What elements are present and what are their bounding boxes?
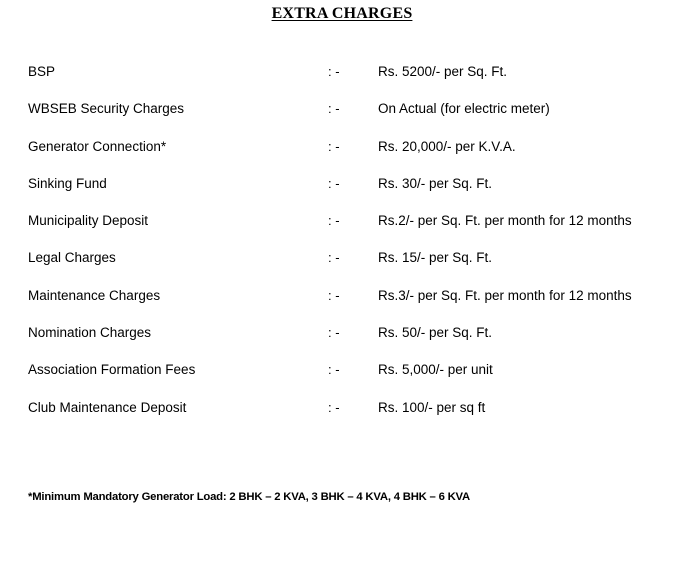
charge-value: Rs. 50/- per Sq. Ft. — [378, 325, 493, 341]
charge-value: Rs.2/- per Sq. Ft. per month for 12 months — [378, 213, 632, 229]
charge-label: BSP — [28, 64, 56, 79]
charge-row — [28, 399, 688, 436]
charge-label: Municipality Deposit — [28, 213, 149, 229]
charge-separator: : - — [328, 213, 340, 229]
charge-label: Legal Charges — [28, 250, 116, 266]
charge-separator: : - — [328, 399, 340, 415]
charge-label: Nomination Charges — [28, 325, 152, 341]
charge-row — [28, 175, 688, 212]
charge-value: On Actual (for electric meter) — [378, 101, 550, 117]
page-title: EXTRA CHARGES — [271, 5, 413, 22]
charge-label: WBSEB Security Charges — [28, 101, 185, 117]
charge-label: Club Maintenance Deposit — [28, 399, 187, 415]
charge-label: Association Formation Fees — [28, 362, 196, 378]
charge-value: Rs. 20,000/- per K.V.A. — [378, 138, 516, 154]
charge-value: Rs.3/- per Sq. Ft. per month for 12 months — [378, 287, 632, 303]
charge-label: Maintenance Charges — [28, 287, 161, 303]
charge-row — [28, 100, 688, 137]
charge-separator: : - — [328, 101, 340, 117]
charge-value: Rs. 30/- per Sq. Ft. — [378, 175, 493, 191]
charge-value: Rs. 5200/- per Sq. Ft. — [378, 64, 508, 79]
charge-row — [28, 138, 688, 175]
generator-load-footnote: *Minimum Mandatory Generator Load: 2 BHK – 2 KVA, 3 BHK – 4 KVA, 4 BHK – 6 KVA — [28, 491, 471, 503]
charge-separator: : - — [328, 64, 340, 79]
charge-row — [28, 324, 688, 361]
charge-separator: : - — [328, 325, 340, 341]
charge-separator: : - — [328, 250, 340, 266]
charge-value: Rs. 5,000/- per unit — [378, 362, 493, 378]
charge-separator: : - — [328, 175, 340, 191]
charge-value: Rs. 15/- per Sq. Ft. — [378, 250, 493, 266]
charge-value: Rs. 100/- per sq ft — [378, 399, 486, 415]
charge-label: Sinking Fund — [28, 175, 107, 191]
charge-row — [28, 361, 688, 398]
charge-row — [28, 287, 688, 324]
charge-separator: : - — [328, 287, 340, 303]
charge-separator: : - — [328, 138, 340, 154]
charge-row — [28, 63, 688, 100]
charge-label: Generator Connection* — [28, 138, 167, 154]
charges-list — [28, 63, 688, 436]
charge-row — [28, 212, 688, 249]
charge-row — [28, 249, 688, 286]
charge-separator: : - — [328, 362, 340, 378]
